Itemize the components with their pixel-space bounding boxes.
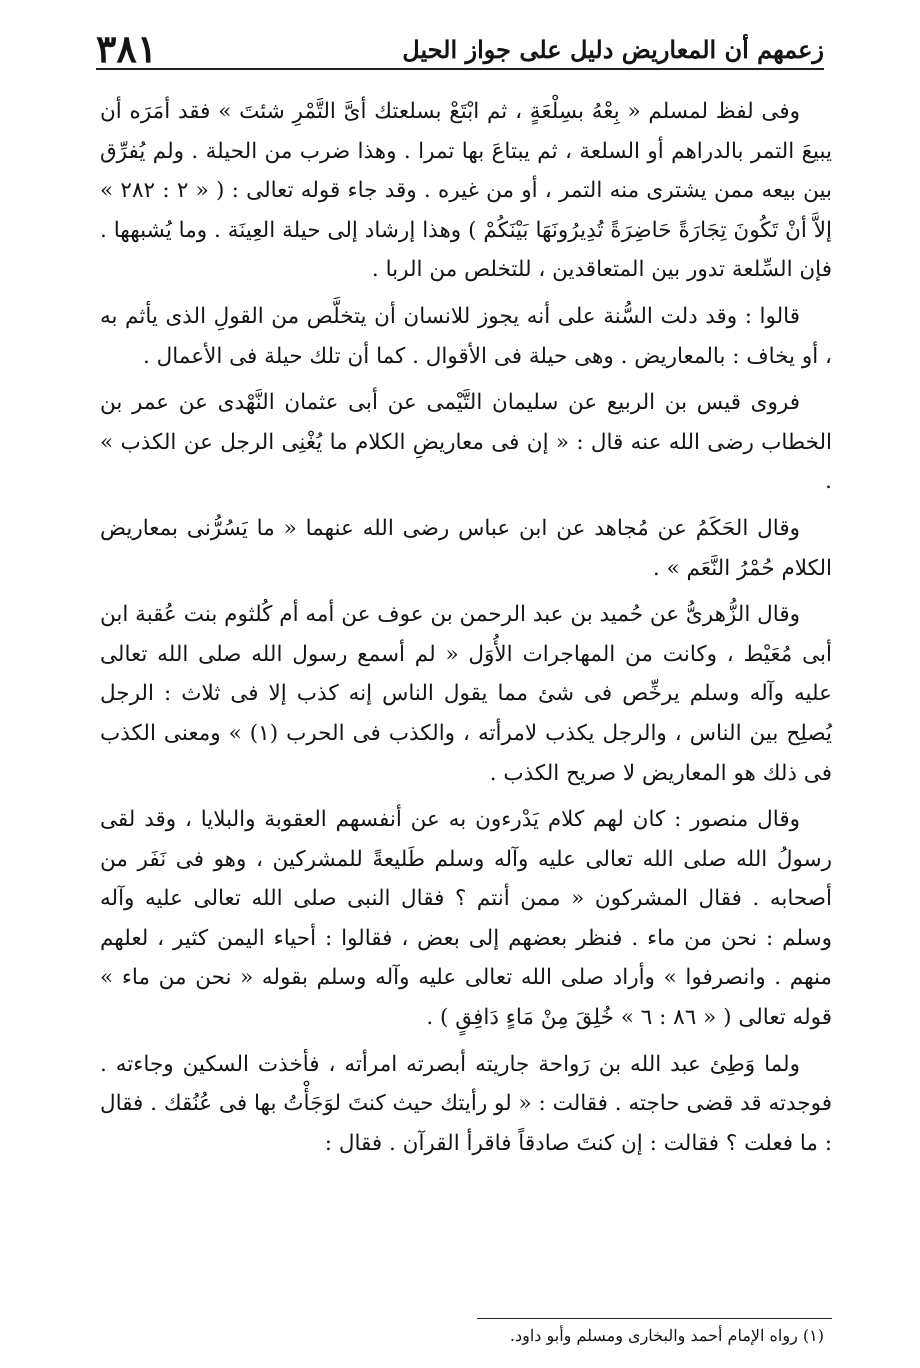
footnote: (١) رواه الإمام أحمد والبخارى ومسلم وأبو داود. [509,1326,824,1345]
header-rule [96,68,824,70]
paragraph: وفى لفظ لمسلم « بِعْهُ بسِلْعَةٍ ، ثم ابْتَعْ بسلعتك أىَّ التَّمْرِ شئتَ » فقد أمَرَه أن يبيعَ التمر بالدراهم أو السلعة ، ثم يبتاعَ بها تمرا . وهذا ضرب من الحيلة . ولم يُفرِّق بين بيعه ممن يشترى منه التمر ، أو من غيره . وقد جاء قوله تعالى : ( « ٢ : ٢٨٢ » إلاَّ أنْ تَكُونَ تِجَارَةً حَاضِرَةً تُدِيرُونَهَا بَيْنَكُمْ ) وهذا إرشاد إلى حيلة العِينَة . وما يُشبهها . فإن السِّلعة تدور بين المتعاقدين ، للتخلص من الربا . [100,99,832,283]
paragraph: وقال الزُّهرىُّ عن حُميد بن عبد الرحمن بن عوف عن أمه أم كُلثوم بنت عُقبة ابن أبى مُعَيْط ، وكانت من المهاجرات الأُوَل « لم أسمع رسول الله صلى الله تعالى عليه وآله وسلم يرخِّص فى شئ مما يقول الناس إنه كذب إلا فى ثلاث : الرجل يُصلِح بين الناس ، والرجل يكذب لامرأته ، والكذب فى الحرب (١) » ومعنى الكذب فى ذلك هو المعاريض لا صريح الكذب . [100,602,832,786]
paragraph: ولما وَطِئ عبد الله بن رَواحة جاريته أبصرته امرأته ، فأخذت السكين وجاءته . فوجدته قد قضى حاجته . فقالت : « لو رأيتك حيث كنتَ لوَجَأْتُ بها فى عُنُقك . فقال : ما فعلت ؟ فقالت : إن كنتَ صادقاً فاقرأ القرآن . فقال : [100,1051,832,1156]
paragraph: وقال الحَكَمُ عن مُجاهد عن ابن عباس رضى الله عنهما « ما يَسُرُّنى بمعاريض الكلام حُمْرُ النَّعَم » . [100,515,832,581]
footnote-rule [477,1318,832,1319]
paragraph: قالوا : وقد دلت السُّنة على أنه يجوز للانسان أن يتخلَّص من القولِ الذى يأثم به ، أو يخاف : بالمعاريض . وهى حيلة فى الأقوال . كما أن تلك حيلة فى الأعمال . [100,303,832,369]
page-header [96,18,824,71]
paragraph: فروى قيس بن الربيع عن سليمان التَّيْمى عن أبى عثمان النَّهْدى عن عمر بن الخطاب رضى الله عنه قال : « إن فى معاريضِ الكلام ما يُغْنِى الرجل عن الكذب » . [100,390,832,495]
running-title: زعمهم أن المعاريض دليل على جواز الحيل [402,35,824,64]
body-text [100,92,832,1170]
paragraph: وقال منصور : كان لهم كلام يَدْرءون به عن أنفسهم العقوبة والبلايا ، وقد لقى رسولُ الله صلى الله تعالى عليه وآله وسلم طَليعةً للمشركين ، وهو فى نَفَر من أصحابه . فقال المشركون « ممن أنتم ؟ فقال النبى صلى الله تعالى عليه وآله وسلم : نحن من ماء . فنظر بعضهم إلى بعض ، فقالوا : أحياء اليمن كثير ، لعلهم منهم . وانصرفوا » وأراد صلى الله تعالى عليه وآله وسلم بقوله « نحن من ماء » قوله تعالى ( « ٨٦ : ٦ » خُلِقَ مِنْ مَاءٍ دَافِقٍ ) . [100,807,832,1031]
page-number: ٣٨١ [96,26,158,71]
